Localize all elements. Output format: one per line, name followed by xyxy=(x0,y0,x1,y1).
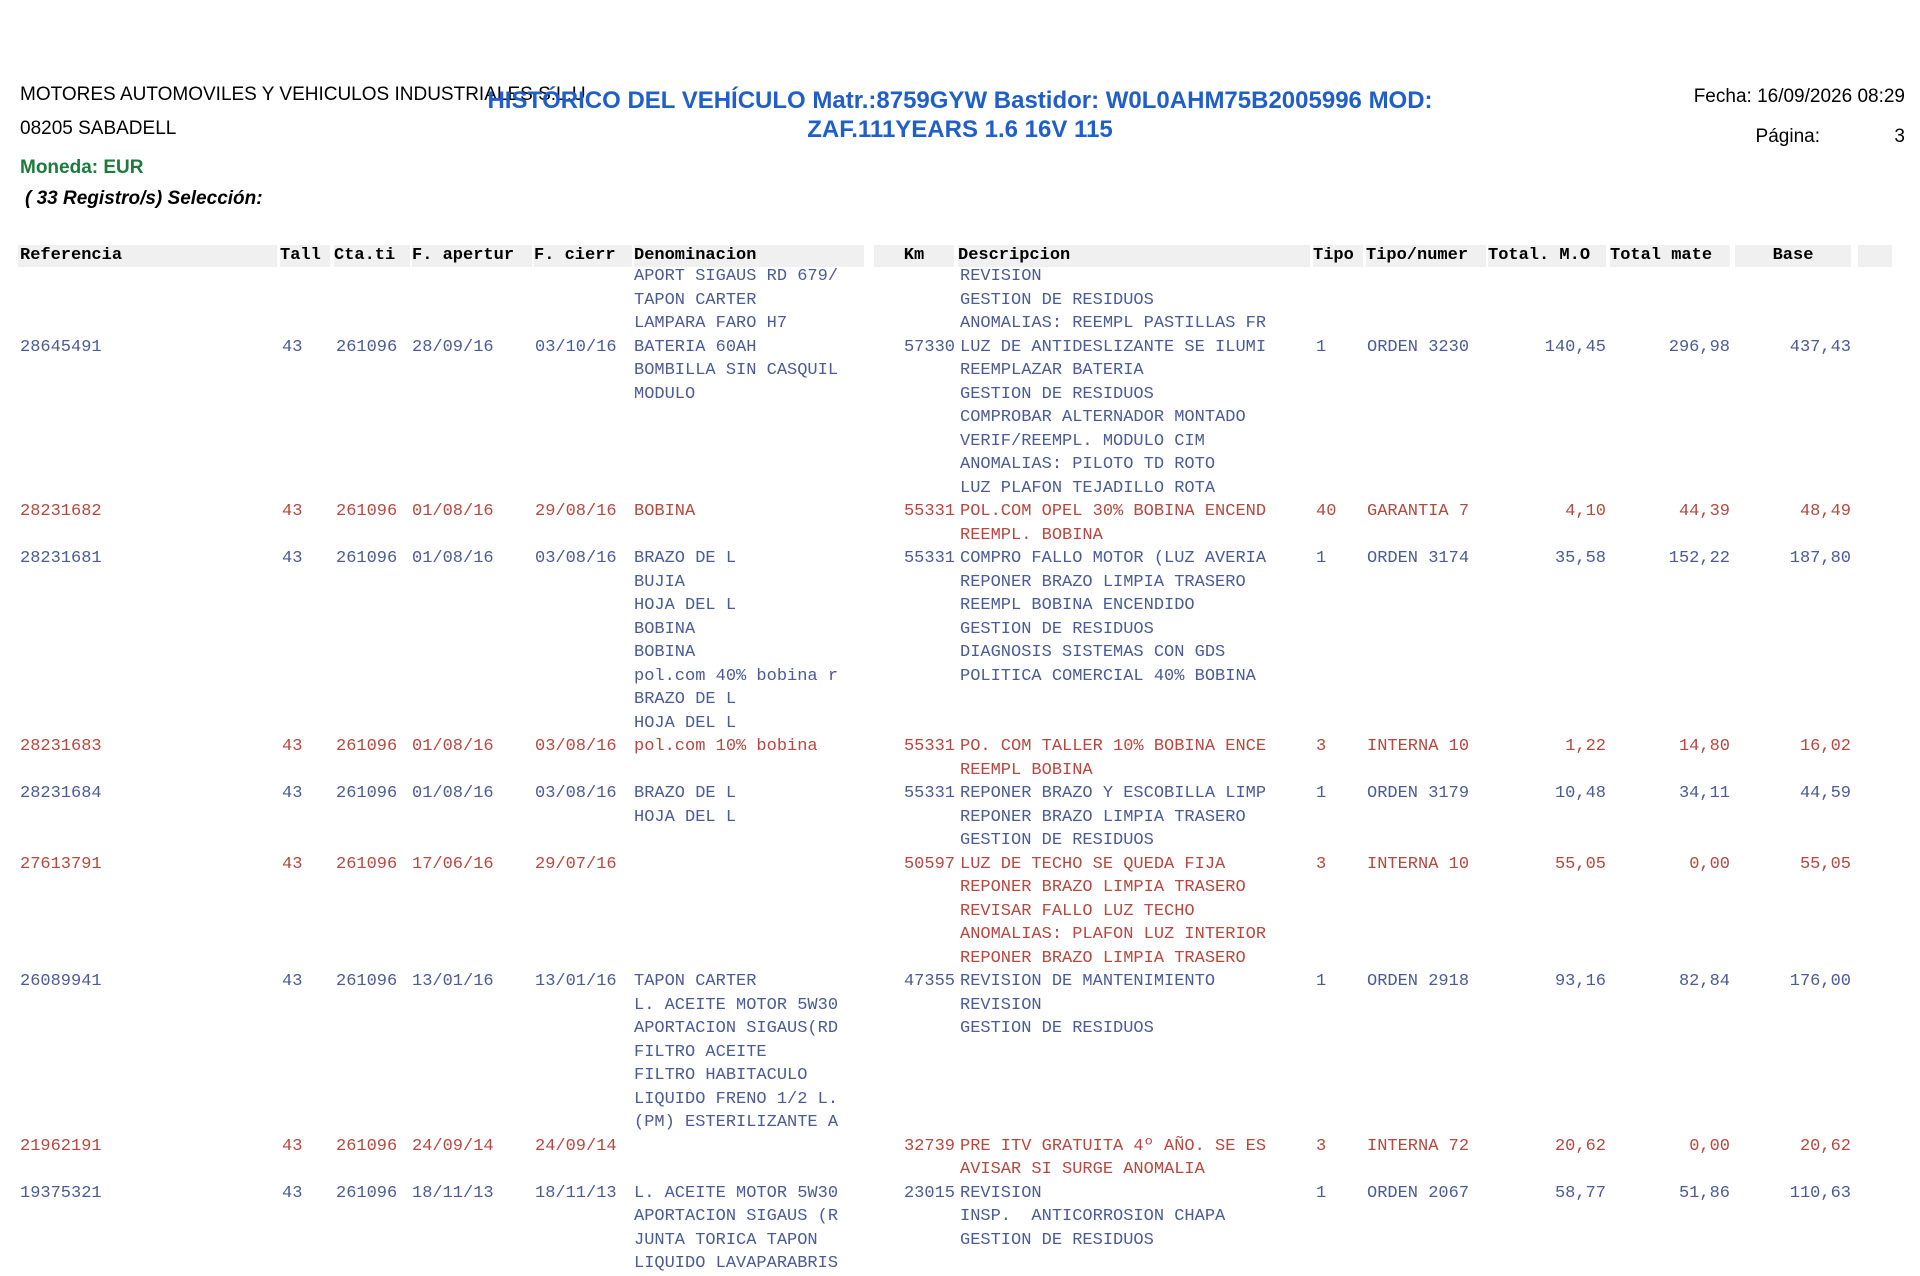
cell-denominacion: L. ACEITE MOTOR 5W30 xyxy=(634,1183,839,1203)
cell-tipo: 1 xyxy=(1316,972,1327,991)
cell-descripcion: ANOMALIAS: REEMPL PASTILLAS FR xyxy=(960,314,1267,333)
cell-denominacion: BUJIA xyxy=(634,572,686,592)
col-header-tall: Tall xyxy=(280,245,330,267)
cell-fcierre: 18/11/13 xyxy=(535,1183,617,1203)
col-header-totalmate: Total mate xyxy=(1610,245,1730,267)
cell-descripcion: COMPROBAR ALTERNADOR MONTADO xyxy=(960,408,1246,427)
col-header-totalmo: Total. M.O xyxy=(1488,245,1606,267)
report-title xyxy=(450,86,1470,144)
cell-tiponum: INTERNA 10 xyxy=(1367,737,1470,756)
cell-totalmate: 44,39 xyxy=(1678,502,1730,521)
cell-denominacion: BRAZO DE L xyxy=(634,549,737,568)
cell-denominacion: L. ACEITE MOTOR 5W30 xyxy=(634,995,839,1015)
cell-tipo: 40 xyxy=(1316,502,1337,521)
cell-fcierre: 13/01/16 xyxy=(535,972,617,991)
cell-cta: 261096 xyxy=(336,784,398,803)
cell-km: 32739 xyxy=(903,1136,955,1156)
cell-denominacion: FILTRO HABITACULO xyxy=(634,1066,808,1085)
cell-tiponum: ORDEN 3179 xyxy=(1367,784,1470,803)
cell-cta: 261096 xyxy=(336,549,398,568)
cell-denominacion: APORTACION SIGAUS(RD xyxy=(634,1019,839,1038)
cell-base: 20,62 xyxy=(1799,1136,1851,1156)
cell-descripcion: REVISION xyxy=(960,995,1042,1015)
company-city: 08205 SABADELL xyxy=(20,118,177,139)
cell-descripcion: REEMPL BOBINA ENCENDIDO xyxy=(960,596,1195,615)
cell-cta: 261096 xyxy=(336,1136,398,1156)
cell-tipo: 3 xyxy=(1316,737,1327,756)
cell-denominacion: BATERIA 60AH xyxy=(634,337,757,357)
col-header-km: Km xyxy=(874,245,954,267)
col-header-base: Base xyxy=(1735,245,1851,267)
cell-base: 16,02 xyxy=(1799,737,1851,756)
cell-fapertura: 01/08/16 xyxy=(412,737,494,756)
cell-totalmo: 35,58 xyxy=(1554,549,1606,568)
cell-fcierre: 03/08/16 xyxy=(535,549,617,568)
cell-base: 110,63 xyxy=(1789,1183,1851,1203)
page-label: Página: xyxy=(1755,126,1820,147)
cell-referencia: 28645491 xyxy=(20,337,102,357)
cell-km: 50597 xyxy=(903,854,955,874)
col-header-tiponum: Tipo/numer xyxy=(1366,245,1486,267)
cell-base: 437,43 xyxy=(1789,337,1851,357)
cell-fapertura: 01/08/16 xyxy=(412,784,494,803)
cell-referencia: 28231683 xyxy=(20,737,102,756)
cell-descripcion: GESTION DE RESIDUOS xyxy=(960,290,1154,310)
cell-fcierre: 24/09/14 xyxy=(535,1136,617,1156)
cell-totalmate: 82,84 xyxy=(1678,972,1730,991)
cell-tall: 43 xyxy=(282,1183,303,1203)
cell-base: 55,05 xyxy=(1799,854,1851,874)
cell-tipo: 3 xyxy=(1316,1136,1327,1156)
cell-referencia: 19375321 xyxy=(20,1183,102,1203)
cell-descripcion: COMPRO FALLO MOTOR (LUZ AVERIA xyxy=(960,549,1267,568)
cell-totalmate: 0,00 xyxy=(1689,1136,1730,1156)
cell-descripcion: GESTION DE RESIDUOS xyxy=(960,1230,1154,1250)
page-number: 3 xyxy=(1894,126,1905,147)
cell-base: 176,00 xyxy=(1789,972,1851,991)
cell-denominacion: BRAZO DE L xyxy=(634,690,737,709)
cell-denominacion: TAPON CARTER xyxy=(634,972,757,991)
cell-descripcion: ANOMALIAS: PILOTO TD ROTO xyxy=(960,455,1216,474)
cell-cta: 261096 xyxy=(336,502,398,521)
cell-descripcion: REPONER BRAZO LIMPIA TRASERO xyxy=(960,572,1246,592)
cell-descripcion: REPONER BRAZO LIMPIA TRASERO xyxy=(960,807,1246,827)
cell-descripcion: ANOMALIAS: PLAFON LUZ INTERIOR xyxy=(960,925,1267,944)
cell-fcierre: 29/08/16 xyxy=(535,502,617,521)
cell-base: 48,49 xyxy=(1799,502,1851,521)
cell-denominacion: HOJA DEL L xyxy=(634,713,737,733)
cell-descripcion: REVISION DE MANTENIMIENTO xyxy=(960,972,1216,991)
cell-tipo: 3 xyxy=(1316,854,1327,874)
cell-totalmate: 14,80 xyxy=(1678,737,1730,756)
cell-tiponum: INTERNA 72 xyxy=(1367,1136,1470,1156)
cell-fapertura: 13/01/16 xyxy=(412,972,494,991)
cell-referencia: 28231684 xyxy=(20,784,102,803)
cell-tipo: 1 xyxy=(1316,549,1327,568)
cell-cta: 261096 xyxy=(336,972,398,991)
cell-referencia: 27613791 xyxy=(20,854,102,874)
col-header-referencia: Referencia xyxy=(18,245,277,267)
cell-tall: 43 xyxy=(282,337,303,357)
cell-denominacion: LIQUIDO FRENO 1/2 L. xyxy=(634,1089,839,1109)
cell-descripcion: GESTION DE RESIDUOS xyxy=(960,619,1154,639)
col-header-cta: Cta.ti xyxy=(334,245,410,267)
cell-descripcion: REEMPL. BOBINA xyxy=(960,525,1103,545)
cell-descripcion: LUZ DE ANTIDESLIZANTE SE ILUMI xyxy=(960,337,1267,357)
col-header-descripcion: Descripcion xyxy=(958,245,1310,267)
cell-base: 44,59 xyxy=(1799,784,1851,803)
cell-descripcion: GESTION DE RESIDUOS xyxy=(960,384,1154,404)
cell-fapertura: 17/06/16 xyxy=(412,854,494,874)
cell-descripcion: GESTION DE RESIDUOS xyxy=(960,831,1154,850)
col-header-blank xyxy=(1858,245,1892,267)
cell-totalmate: 152,22 xyxy=(1668,549,1730,568)
col-header-fapertura: F. apertur xyxy=(412,245,532,267)
col-header-fcierre: F. cierr xyxy=(534,245,632,267)
cell-tall: 43 xyxy=(282,549,303,568)
report-title-line1: HISTÓRICO DEL VEHÍCULO Matr.:8759GYW Bastidor: W0L0AHM75B2005996 MOD: xyxy=(487,87,1433,114)
cell-totalmo: 10,48 xyxy=(1554,784,1606,803)
cell-fapertura: 18/11/13 xyxy=(412,1183,494,1203)
records-selection: ( 33 Registro/s) Selección: xyxy=(25,188,263,209)
cell-descripcion: REVISION xyxy=(960,267,1042,286)
cell-totalmo: 4,10 xyxy=(1565,502,1606,521)
cell-referencia: 28231681 xyxy=(20,549,102,568)
cell-denominacion: MODULO xyxy=(634,384,696,404)
cell-tall: 43 xyxy=(282,737,303,756)
cell-denominacion: HOJA DEL L xyxy=(634,596,737,615)
cell-totalmo: 20,62 xyxy=(1554,1136,1606,1156)
cell-tall: 43 xyxy=(282,972,303,991)
cell-tiponum: ORDEN 2918 xyxy=(1367,972,1470,991)
cell-descripcion: DIAGNOSIS SISTEMAS CON GDS xyxy=(960,643,1226,662)
col-header-tipo: Tipo xyxy=(1313,245,1363,267)
cell-totalmate: 296,98 xyxy=(1668,337,1730,357)
cell-fcierre: 03/08/16 xyxy=(535,784,617,803)
cell-km: 55331 xyxy=(903,737,955,756)
cell-cta: 261096 xyxy=(336,1183,398,1203)
cell-descripcion: REEMPLAZAR BATERIA xyxy=(960,361,1144,380)
cell-descripcion: POLITICA COMERCIAL 40% BOBINA xyxy=(960,666,1256,686)
cell-denominacion: JUNTA TORICA TAPON xyxy=(634,1230,818,1250)
cell-denominacion: BOBINA xyxy=(634,619,696,639)
currency-label: Moneda: EUR xyxy=(20,157,144,178)
cell-tiponum: ORDEN 3174 xyxy=(1367,549,1470,568)
col-header-denominacion: Denominacion xyxy=(634,245,864,267)
cell-descripcion: REPONER BRAZO LIMPIA TRASERO xyxy=(960,878,1246,897)
cell-denominacion: APORTACION SIGAUS (R xyxy=(634,1207,839,1226)
cell-cta: 261096 xyxy=(336,737,398,756)
cell-fapertura: 24/09/14 xyxy=(412,1136,494,1156)
cell-referencia: 26089941 xyxy=(20,972,102,991)
cell-fapertura: 01/08/16 xyxy=(412,502,494,521)
cell-totalmo: 140,45 xyxy=(1544,337,1606,357)
cell-km: 55331 xyxy=(903,784,955,803)
cell-tall: 43 xyxy=(282,1136,303,1156)
cell-descripcion: REVISION xyxy=(960,1183,1042,1203)
cell-km: 23015 xyxy=(903,1183,955,1203)
cell-referencia: 21962191 xyxy=(20,1136,102,1156)
cell-tipo: 1 xyxy=(1316,784,1327,803)
cell-km: 57330 xyxy=(903,337,955,357)
cell-denominacion: LIQUIDO LAVAPARABRIS xyxy=(634,1254,839,1273)
cell-descripcion: LUZ DE TECHO SE QUEDA FIJA xyxy=(960,854,1226,874)
cell-fapertura: 28/09/16 xyxy=(412,337,494,357)
cell-km: 55331 xyxy=(903,549,955,568)
cell-descripcion: PRE ITV GRATUITA 4º AÑO. SE ES xyxy=(960,1136,1267,1156)
cell-denominacion: BOBINA xyxy=(634,502,696,521)
cell-denominacion: TAPON CARTER xyxy=(634,290,757,310)
cell-fapertura: 01/08/16 xyxy=(412,549,494,568)
cell-denominacion: pol.com 40% bobina r xyxy=(634,666,839,686)
cell-cta: 261096 xyxy=(336,337,398,357)
cell-totalmo: 1,22 xyxy=(1565,737,1606,756)
cell-km: 55331 xyxy=(903,502,955,521)
cell-totalmate: 34,11 xyxy=(1678,784,1730,803)
cell-descripcion: AVISAR SI SURGE ANOMALIA xyxy=(960,1160,1205,1179)
cell-denominacion: (PM) ESTERILIZANTE A xyxy=(634,1113,839,1132)
cell-denominacion: FILTRO ACEITE xyxy=(634,1042,767,1062)
cell-descripcion: PO. COM TALLER 10% BOBINA ENCE xyxy=(960,737,1267,756)
cell-totalmo: 55,05 xyxy=(1554,854,1606,874)
cell-denominacion: BRAZO DE L xyxy=(634,784,737,803)
cell-totalmo: 58,77 xyxy=(1554,1183,1606,1203)
cell-denominacion: LAMPARA FARO H7 xyxy=(634,314,788,333)
cell-tipo: 1 xyxy=(1316,1183,1327,1203)
cell-descripcion: POL.COM OPEL 30% BOBINA ENCEND xyxy=(960,502,1267,521)
cell-descripcion: REPONER BRAZO LIMPIA TRASERO xyxy=(960,948,1246,968)
cell-fcierre: 03/08/16 xyxy=(535,737,617,756)
cell-denominacion: APORT SIGAUS RD 679/ xyxy=(634,267,839,286)
cell-tipo: 1 xyxy=(1316,337,1327,357)
report-title-line2: ZAF.111YEARS 1.6 16V 115 xyxy=(807,116,1113,143)
cell-tall: 43 xyxy=(282,854,303,874)
cell-fcierre: 29/07/16 xyxy=(535,854,617,874)
cell-denominacion: HOJA DEL L xyxy=(634,807,737,827)
cell-km: 47355 xyxy=(903,972,955,991)
cell-descripcion: VERIF/REEMPL. MODULO CIM xyxy=(960,431,1205,451)
cell-descripcion: LUZ PLAFON TEJADILLO ROTA xyxy=(960,478,1216,498)
company-name: MOTORES AUTOMOVILES Y VEHICULOS INDUSTRIALES S.L.U. xyxy=(20,84,591,105)
cell-denominacion: BOMBILLA SIN CASQUIL xyxy=(634,361,839,380)
cell-fcierre: 03/10/16 xyxy=(535,337,617,357)
report-date: Fecha: 16/09/2026 08:29 xyxy=(1693,86,1905,107)
cell-tall: 43 xyxy=(282,502,303,521)
cell-denominacion: BOBINA xyxy=(634,643,696,662)
cell-totalmate: 0,00 xyxy=(1689,854,1730,874)
cell-referencia: 28231682 xyxy=(20,502,102,521)
cell-cta: 261096 xyxy=(336,854,398,874)
cell-descripcion: REVISAR FALLO LUZ TECHO xyxy=(960,901,1195,921)
cell-descripcion: GESTION DE RESIDUOS xyxy=(960,1019,1154,1038)
cell-tall: 43 xyxy=(282,784,303,803)
cell-tiponum: ORDEN 2067 xyxy=(1367,1183,1470,1203)
cell-tiponum: INTERNA 10 xyxy=(1367,854,1470,874)
cell-descripcion: INSP. ANTICORROSION CHAPA xyxy=(960,1207,1226,1226)
cell-totalmate: 51,86 xyxy=(1678,1183,1730,1203)
cell-totalmo: 93,16 xyxy=(1554,972,1606,991)
cell-descripcion: REPONER BRAZO Y ESCOBILLA LIMP xyxy=(960,784,1267,803)
cell-base: 187,80 xyxy=(1789,549,1851,568)
cell-tiponum: GARANTIA 7 xyxy=(1367,502,1470,521)
cell-denominacion: pol.com 10% bobina xyxy=(634,737,818,756)
cell-tiponum: ORDEN 3230 xyxy=(1367,337,1470,357)
cell-descripcion: REEMPL BOBINA xyxy=(960,760,1093,780)
